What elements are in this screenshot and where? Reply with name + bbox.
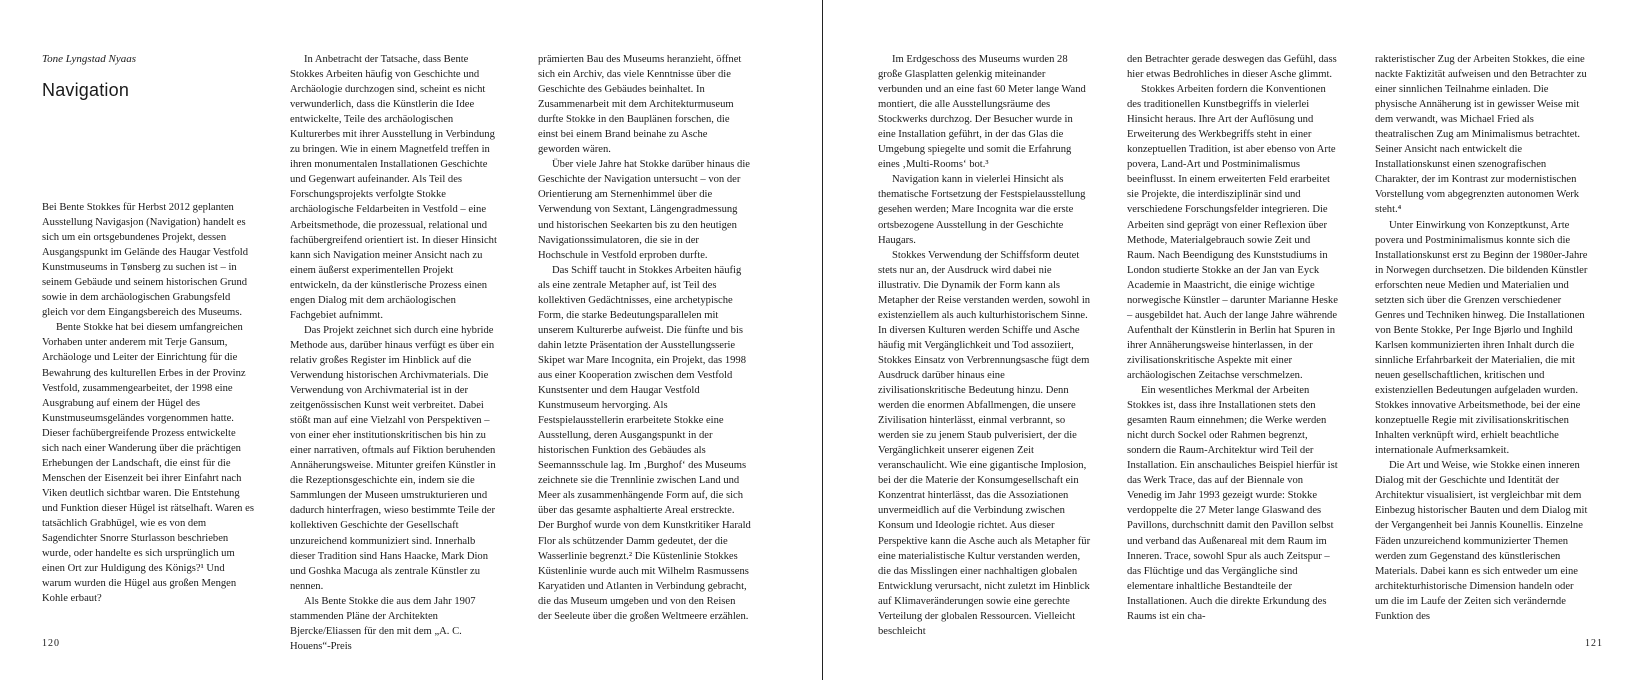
article-title: Navigation bbox=[42, 80, 130, 100]
paragraph: Ein wesentliches Merkmal der Arbeiten Stokkes ist, dass ihre Installationen stets den gesamten Raum einnehmen; die Werke werden nicht durch Sockel oder Rahmen begrenzt, sondern die Raum-Architektur wird Teil der Installation. Ein anschauliches Beispiel hierfür ist das Werk Trace, das auf der Biennale von Venedig im Jahr 1993 gezeigt wurde: Stokke verdoppelte die 27 Meter lange Glaswand des Pavillons, durchschnitt damit den Pavillon selbst und verband das Außenareal mit dem Raum im Inneren. Trace, sowohl Spur als auch Zeitspur – das Flüchtige und das Vergängliche sind elementare inhaltliche Bestandteile der Installationen. Auch die direkte Erkundung des Raums ist ein cha- bbox=[1127, 385, 1338, 622]
text-column-1 bbox=[42, 200, 255, 606]
page-number-right: 121 bbox=[1585, 638, 1603, 649]
paragraph: In Anbetracht der Tatsache, dass Bente Stokkes Arbeiten häufig von Geschichte und Archäologie durchzogen sind, scheint es nicht verwunderlich, dass die Künstlerin die Idee entwickelte, Teile des archäologischen Kulturerbes mit ihrer Ausstellung in Verbindung zu bringen. Wie in einem Magnetfeld treffen in ihren monumentalen Installationen Geschichte und Gegenwart aufeinander. Als Teil des Forschungsprojekts verfolgte Stokke archäologische Feldarbeiten in Vestfold – eine Arbeitsmethode, die prozessual, relational und fachübergreifend orientiert ist. In dieser Hinsicht kann sich Navigation meiner Ansicht nach zu einem äußerst experimentellen Projekt entwickeln, da der künstlerische Prozess einen engen Dialog mit dem archäologischen Fachgebiet aufnimmt. bbox=[290, 54, 497, 321]
text-column-4 bbox=[878, 52, 1091, 639]
paragraph: Das Schiff taucht in Stokkes Arbeiten häufig als eine zentrale Metapher auf, ist Teil des kollektiven Gedächtnisses, eine archetypische Form, die starke Bedeutungsparallelen mit unserem Kulturerbe aufweist. Die fünfte und bis dahin letzte Präsentation der Ausstellungsserie Skipet war Mare Incognita, ein Projekt, das 1998 aus einer Kooperation zwischen dem Vestfold Kunstsenter und dem Haugar Vestfold Kunstmuseum hervorging. Als Festspielausstellerin erarbeitete Stokke eine Ausstellung, deren Ausgangspunkt in der historischen Funktion des Gebäudes als Seemannsschule lag. Im ‚Burghof‘ des Museums zeichnete sie die Trennlinie zwischen Land und Meer als zusammenhängende Form auf, die sich über das gesamte asphaltierte Areal erstreckte. Der Burghof wurde von dem Kunstkritiker Harald Flor als schützender Damm gedeutet, der die Wasserlinie begrenzt.² Die Küstenlinie Stokkes Küstenlinie wurde auch mit Wilhelm Rasmussens Karyatiden und Atlanten in Verbindung gebracht, die das Museum umgeben und von den Reisen der Seeleute über die großen Weltmeere erzählen. bbox=[538, 264, 751, 622]
paragraph: Als Bente Stokke die aus dem Jahr 1907 stammenden Pläne der Architekten Bjercke/Eliassen für den mit dem „A. C. Houens“-Preis bbox=[290, 595, 476, 652]
paragraph: Über viele Jahre hat Stokke darüber hinaus die Geschichte der Navigation untersucht – von der Orientierung am Sternenhimmel über die Verwendung von Sextant, Längengradmessung und historischen Seekarten bis zu den heutigen Navigationssimulatoren, die sie in der Hochschule in Vestfold erproben durfte. bbox=[538, 159, 750, 261]
paragraph: Im Erdgeschoss des Museums wurden 28 große Glasplatten gelenkig miteinander verbunden und an eine fast 60 Meter lange Wand montiert, die alle Ausstellungsräume des Stockwerks durchzog. Der Besucher wurde in eine Installation geführt, in der das Glas die Umgebung spiegelte und somit die Erfahrung eines ‚Multi-Rooms‘ bot.³ bbox=[878, 54, 1086, 171]
text-column-2 bbox=[290, 52, 503, 654]
page-gutter bbox=[822, 0, 823, 680]
paragraph: Navigation kann in vielerlei Hinsicht als thematische Fortsetzung der Festspielausstellung gesehen werden; Mare Incognita war die erste ortsbezogene Ausstellung in der Geschichte Haugars. bbox=[878, 174, 1086, 246]
paragraph: Stokkes Verwendung der Schiffsform deutet stets nur an, der Ausdruck wird dabei nie illustrativ. Die Dynamik der Form kann als Metapher der Reise verstanden werden, sowohl in existenziellem als auch kulturhistorischem Sinne. In diversen Kulturen werden Schiffe und Asche häufig mit Vergänglichkeit und Tod assoziiert, Stokkes Einsatz von Verbrennungsasche fügt dem Ausdruck darüber hinaus eine zivilisationskritische Bedeutung hinzu. Denn werden die enormen Abfallmengen, die unsere Zivilisation hinterlässt, einmal verbrannt, so werden sie zu jenem Staub pulverisiert, der die Vergänglichkeit unserer eigenen Zeit veranschaulicht. Wie eine gigantische Implosion, bei der die Materie der Konsumgesellschaft ein Konzentrat hinterlässt, das die Assoziationen unvermeidlich auf die Verbindung zwischen Konsum und Ideologie richtet. Aus dieser Perspektive kann die Asche auch als Metapher für eine materialistische Kultur verstanden werden, die das Misslingen einer nachhaltigen globalen Entwicklung verursacht, nicht zuletzt im Hinblick auf Klimaveränderungen sowie eine gerechte Verteilung der globalen Ressourcen. Vielleicht beschleicht bbox=[878, 249, 1091, 637]
page-number-left: 120 bbox=[42, 638, 60, 649]
paragraph: prämierten Bau des Museums heranzieht, öffnet sich ein Archiv, das viele Kenntnisse über die Geschichte des Gebäudes beinhaltet. In Zusammenarbeit mit dem Architekturmuseum durfte Stokke in den Bauplänen forschen, die einst bei einem Brand beinahe zu Asche geworden wären. bbox=[538, 54, 742, 156]
paragraph: Bei Bente Stokkes für Herbst 2012 geplanten Ausstellung Navigasjon (Navigation) handelt es sich um ein ortsgebundenes Projekt, dessen Ausgangspunkt im Gelände des Haugar Vestfold Kunstmuseums in Tønsberg zu suchen ist – in seinem Gebäude und seinem historischen Grund sowie in dem archäologischen Grabungsfeld gleich vor dem Eingangsbereich des Museums. bbox=[42, 202, 249, 319]
paragraph: rakteristischer Zug der Arbeiten Stokkes, die eine nackte Faktizität aufweisen und den Betrachter zu einer sinnlichen Teilnahme einladen. Die physische Annäherung ist in gewisser Weise mit dem verwandt, was Michael Fried als theatralischen Zug am Minimalismus betrachtet. Seiner Ansicht nach entwickelt die Installationskunst einen szenografischen Charakter, der im Kontrast zur modernistischen Vorstellung vom abgegrenzten autonomen Werk steht.⁴ bbox=[1375, 54, 1587, 216]
paragraph: Die Art und Weise, wie Stokke einen inneren Dialog mit der Geschichte und Identität der Architektur visualisiert, ist vergleichbar mit dem Einbezug historischer Bauten und dem Dialog mit der Vergangenheit bei Jannis Kounellis. Einzelne Fäden unzureichend kommunizierter Themen werden zum Gegenstand des künstlerischen Materials. Dabei kann es sich entweder um eine architekturhistorische Dimension handeln oder um die im Laufe der Zeiten sich verändernde Funktion des bbox=[1375, 460, 1588, 622]
text-column-6 bbox=[1375, 52, 1588, 624]
paragraph: Stokkes Arbeiten fordern die Konventionen des traditionellen Kunstbegriffs in vielerlei Hinsicht heraus. Ihre Art der Auflösung und Erweiterung des Werkbegriffs steht in einer konzeptuellen Tradition, ist aber ebenso von Arte povera, Land-Art und Postminimalismus beeinflusst. In einem erweiterten Feld erarbeitet sie Projekte, die interdisziplinär sind und verschiedene Forschungsfelder integrieren. Die Arbeiten sind geprägt von einer Reflexion über Methode, Materialgebrauch sowie Zeit und Raum. Nach Beendigung des Kunststudiums in London studierte Stokke an der Jan van Eyck Academie in Maastricht, die einige wichtige norwegische Künstler – darunter Marianne Heske – ausgebildet hat. Auch der lange Jahre währende Aufenthalt der Künstlerin in Berlin hat Spuren in ihrer Annäherungsweise hinterlassen, in der zivilisationskritische Aspekte mit einer archäologischen Zeitachse verschmelzen. bbox=[1127, 84, 1338, 381]
paragraph: Bente Stokke hat bei diesem umfangreichen Vorhaben unter anderem mit Terje Gansum, Archäologe und Leiter der Einrichtung für die Bewahrung des kulturellen Erbes in der Provinz Vestfold, zusammengearbeitet, der 1998 eine Ausgrabung auf einem der Hügel des Kunstmuseumsgeländes vorgenommen hatte. Dieser fachübergreifende Prozess entwickelte sich nach einer Wanderung über die prächtigen Erhebungen der Landschaft, die einst für die Menschen der Eisenzeit bei ihrer Einfahrt nach Viken deutlich sichtbar waren. Die Entstehung und Funktion dieser Hügel ist rätselhaft. Waren es tatsächlich Grabhügel, wie es von dem Sagendichter Snorre Sturlasson beschrieben wurde, oder handelte es sich ursprünglich um einen Ort zur Huldigung des Königs?¹ Und warum wurden die Hügel aus großen Mengen Kohle erbaut? bbox=[42, 322, 254, 605]
text-column-5 bbox=[1127, 52, 1340, 624]
paragraph: Das Projekt zeichnet sich durch eine hybride Methode aus, darüber hinaus verfügt es über ein relativ großes Register im Hinblick auf die Verwendung historischen Archivmaterials. Die Verwendung von Archivmaterial ist in der zeitgenössischen Kunst weit verbreitet. Dabei stößt man auf eine Vielzahl von Perspektiven – von einer eher institutionskritischen bis hin zu einer narrativen, oftmals auf Fiktion beruhenden Annäherungsweise. Mitunter greifen Künstler in die Rezeptionsgeschichte ein, indem sie die Sammlungen der Museen umstrukturieren und dadurch hinterfragen, wieso bestimmte Teile der kollektiven Geschichte der Gesellschaft unzureichend kommuniziert sind. Innerhalb dieser Tradition sind Hans Haacke, Mark Dion und Goshka Macuga als zentrale Künstler zu nennen. bbox=[290, 324, 496, 592]
paragraph: den Betrachter gerade deswegen das Gefühl, dass hier etwas Bedrohliches in dieser Asche glimmt. bbox=[1127, 54, 1337, 81]
paragraph: Unter Einwirkung von Konzeptkunst, Arte povera und Postminimalismus konnte sich die Installationskunst erst zu Beginn der 1980er-Jahre in Norwegen durchsetzen. Die bildenden Künstler erforschten neue Medien und Materialien und setzten sich über die Grenzen verschiedener Genres und Techniken hinweg. Die Installationen von Bente Stokke, Per Inge Bjørlo und Inghild Karlsen kommunizierten ihren Inhalt durch die sinnliche Erfahrbarkeit der Materialien, die mit neuen gesellschaftlichen, kritischen und existenziellen Bedeutungen aufgeladen wurden. Stokkes innovative Arbeitsmethode, bei der eine konzeptuelle Regie mit zivilisationskritischen Inhalten verknüpft wird, erhielt beachtliche internationale Aufmerksamkeit. bbox=[1375, 219, 1588, 457]
text-column-3 bbox=[538, 52, 751, 624]
author-name: Tone Lyngstad Nyaas bbox=[42, 53, 136, 65]
